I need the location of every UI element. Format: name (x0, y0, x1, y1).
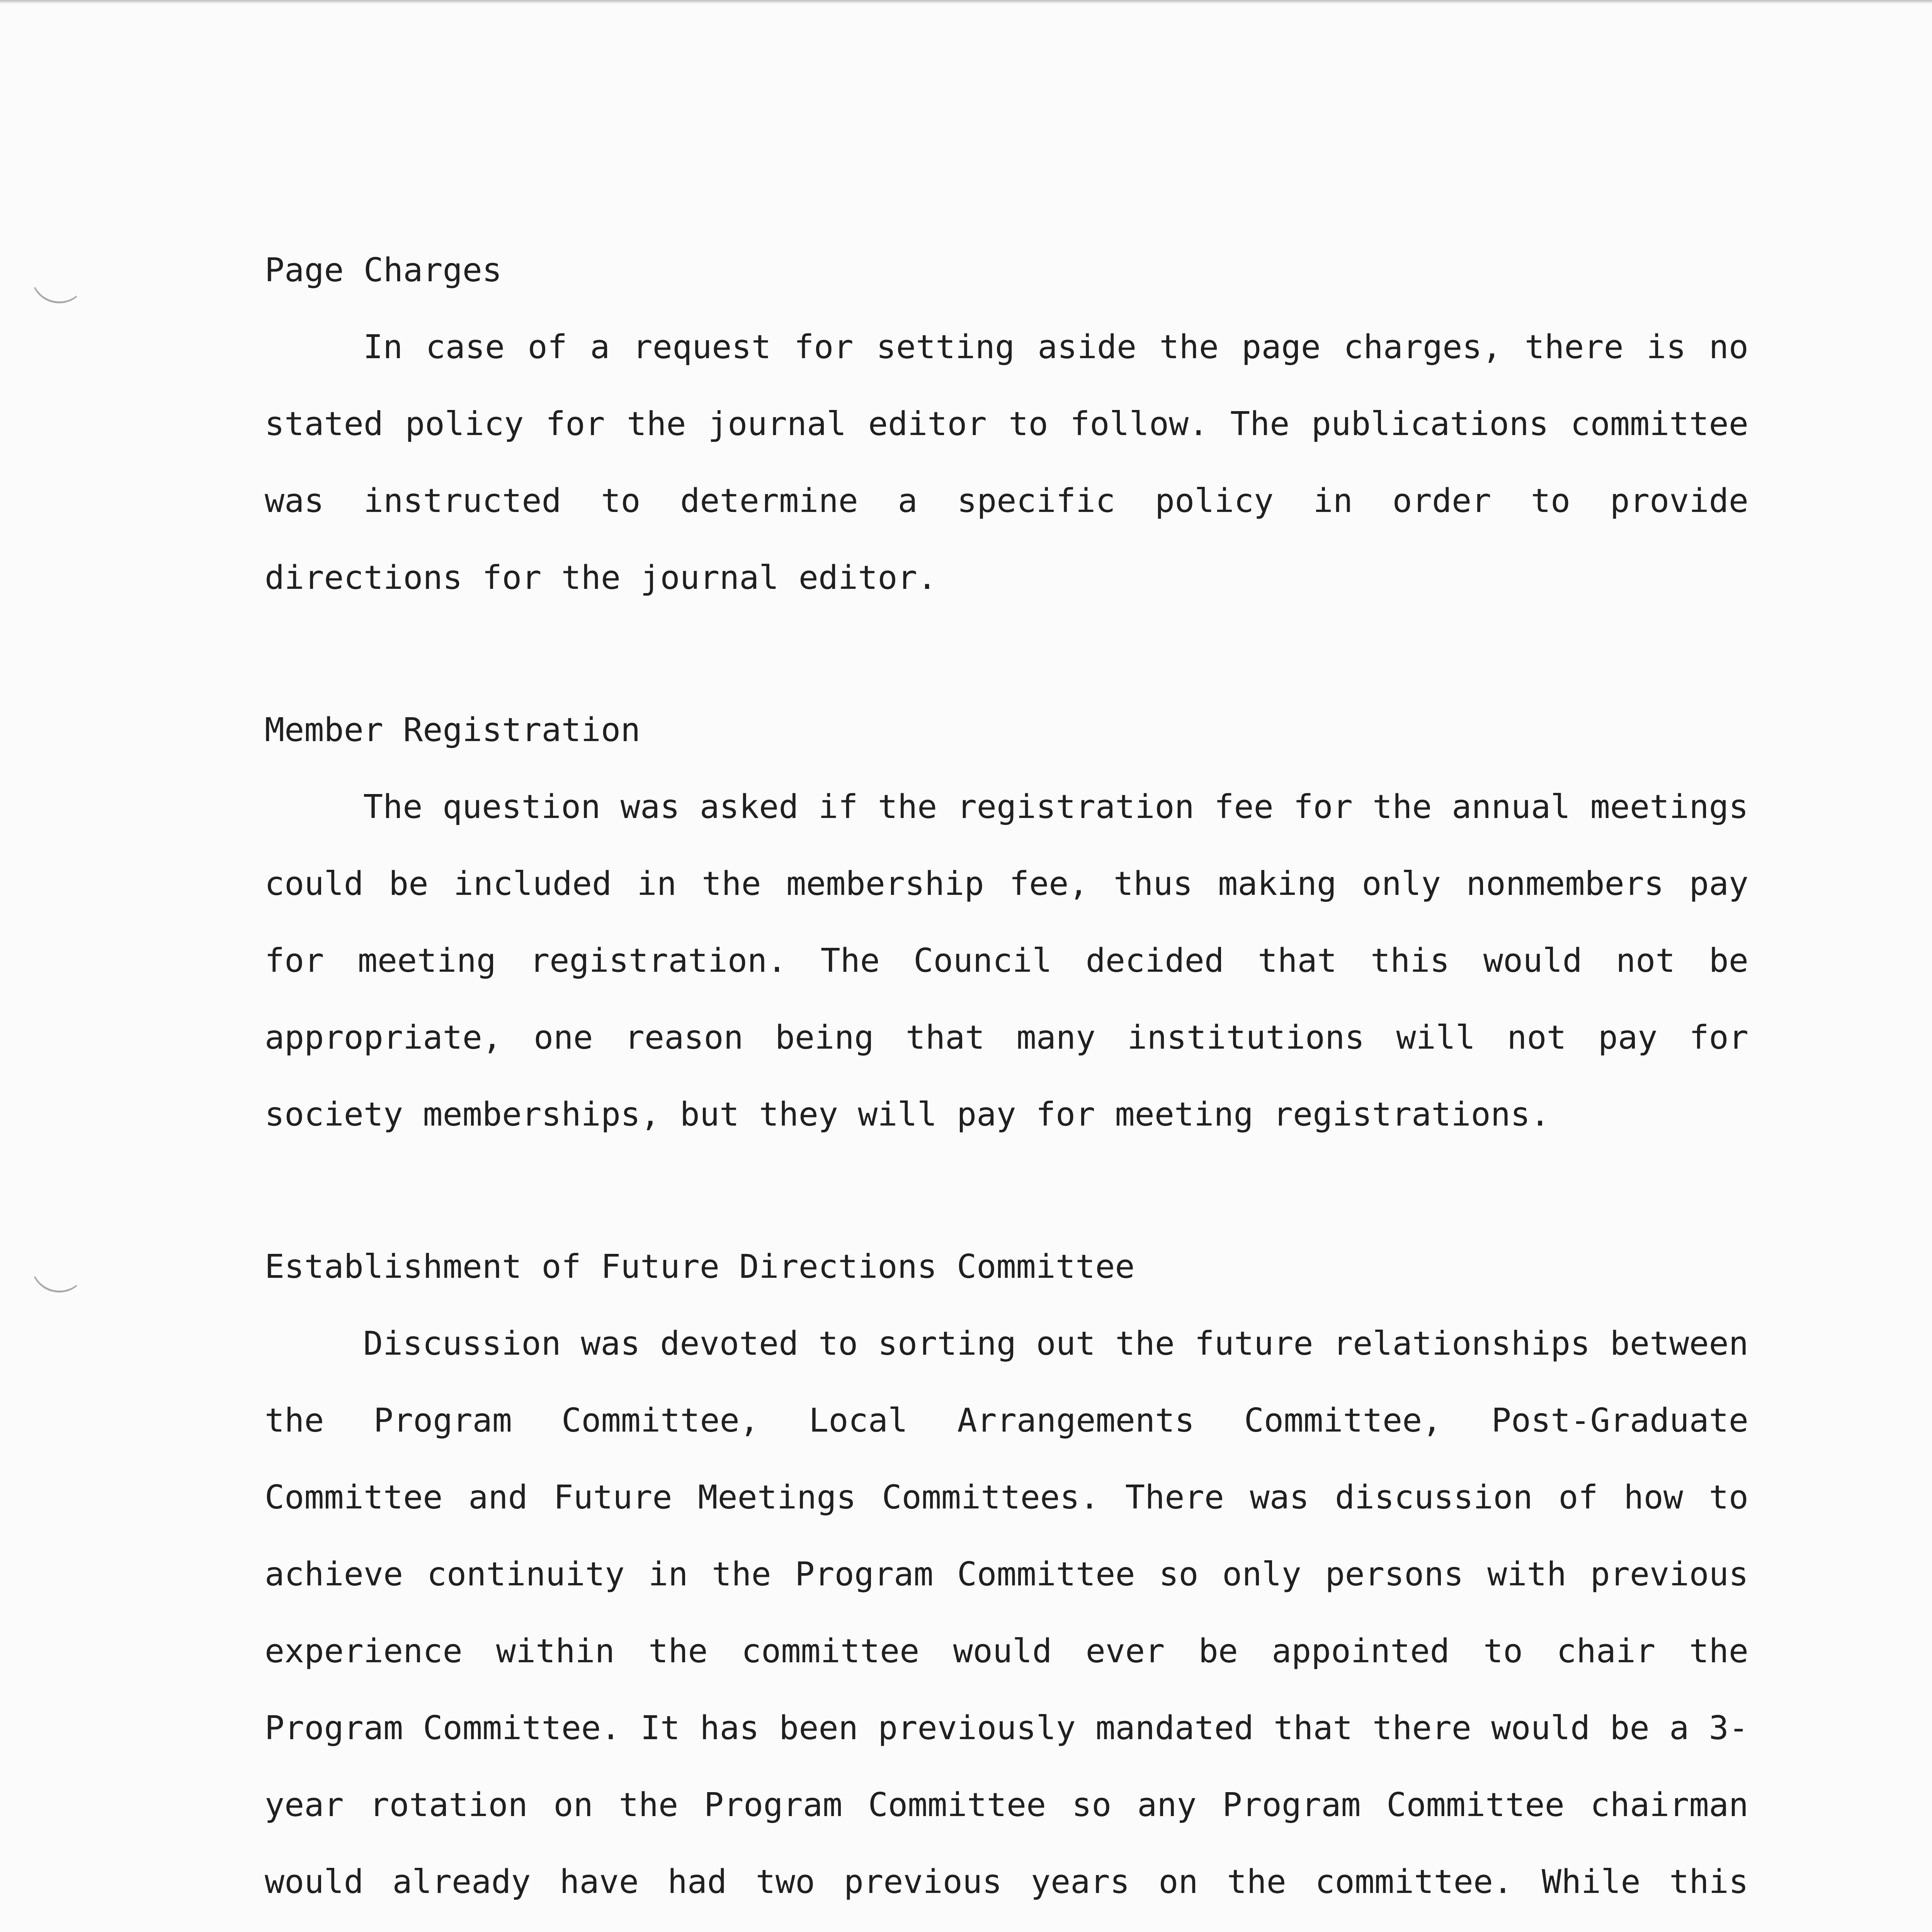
section-spacer (265, 616, 1748, 692)
section-body-future-directions: Discussion was devoted to sorting out the future relationships between the Program Committee, Local Arrangements Committee, Post-Graduate Committee and Future Meetings Committees. There was discussion of how to achieve continuity in the Program Committee so only persons with previous experience within the committee would ever be appointed to chair the Program Committee. It has been previously mandated that there would be a 3-year rotation on the Program Committee so any Program Committee chairman would already have had two previous years on the committee. While this (265, 1325, 1748, 1901)
binder-hole-mark (26, 242, 93, 308)
section-body-member-registration: The question was asked if the registration fee for the annual meetings could be included in the membership fee, thus making only nonmembers pay for meeting registration. The Council decided that this would not be appropriate, one reason being that many institutions will not pay for society memberships, but they will pay for meeting registrations. (265, 788, 1748, 1134)
section-heading-page-charges: Page Charges (265, 251, 502, 289)
binder-hole-mark (26, 1231, 93, 1298)
section-heading-member-registration: Member Registration (265, 711, 641, 749)
page-top-edge (0, 0, 1932, 4)
section-spacer (265, 1153, 1748, 1228)
section-body-page-charges: In case of a request for setting aside the page charges, there is no stated policy for the journal editor to follow. The publications committee was instructed to determine a specific policy in order to provide directions for the journal editor. (265, 328, 1748, 597)
section-heading-future-directions: Establishment of Future Directions Committee (265, 1248, 1135, 1286)
document-text (265, 232, 1748, 1932)
